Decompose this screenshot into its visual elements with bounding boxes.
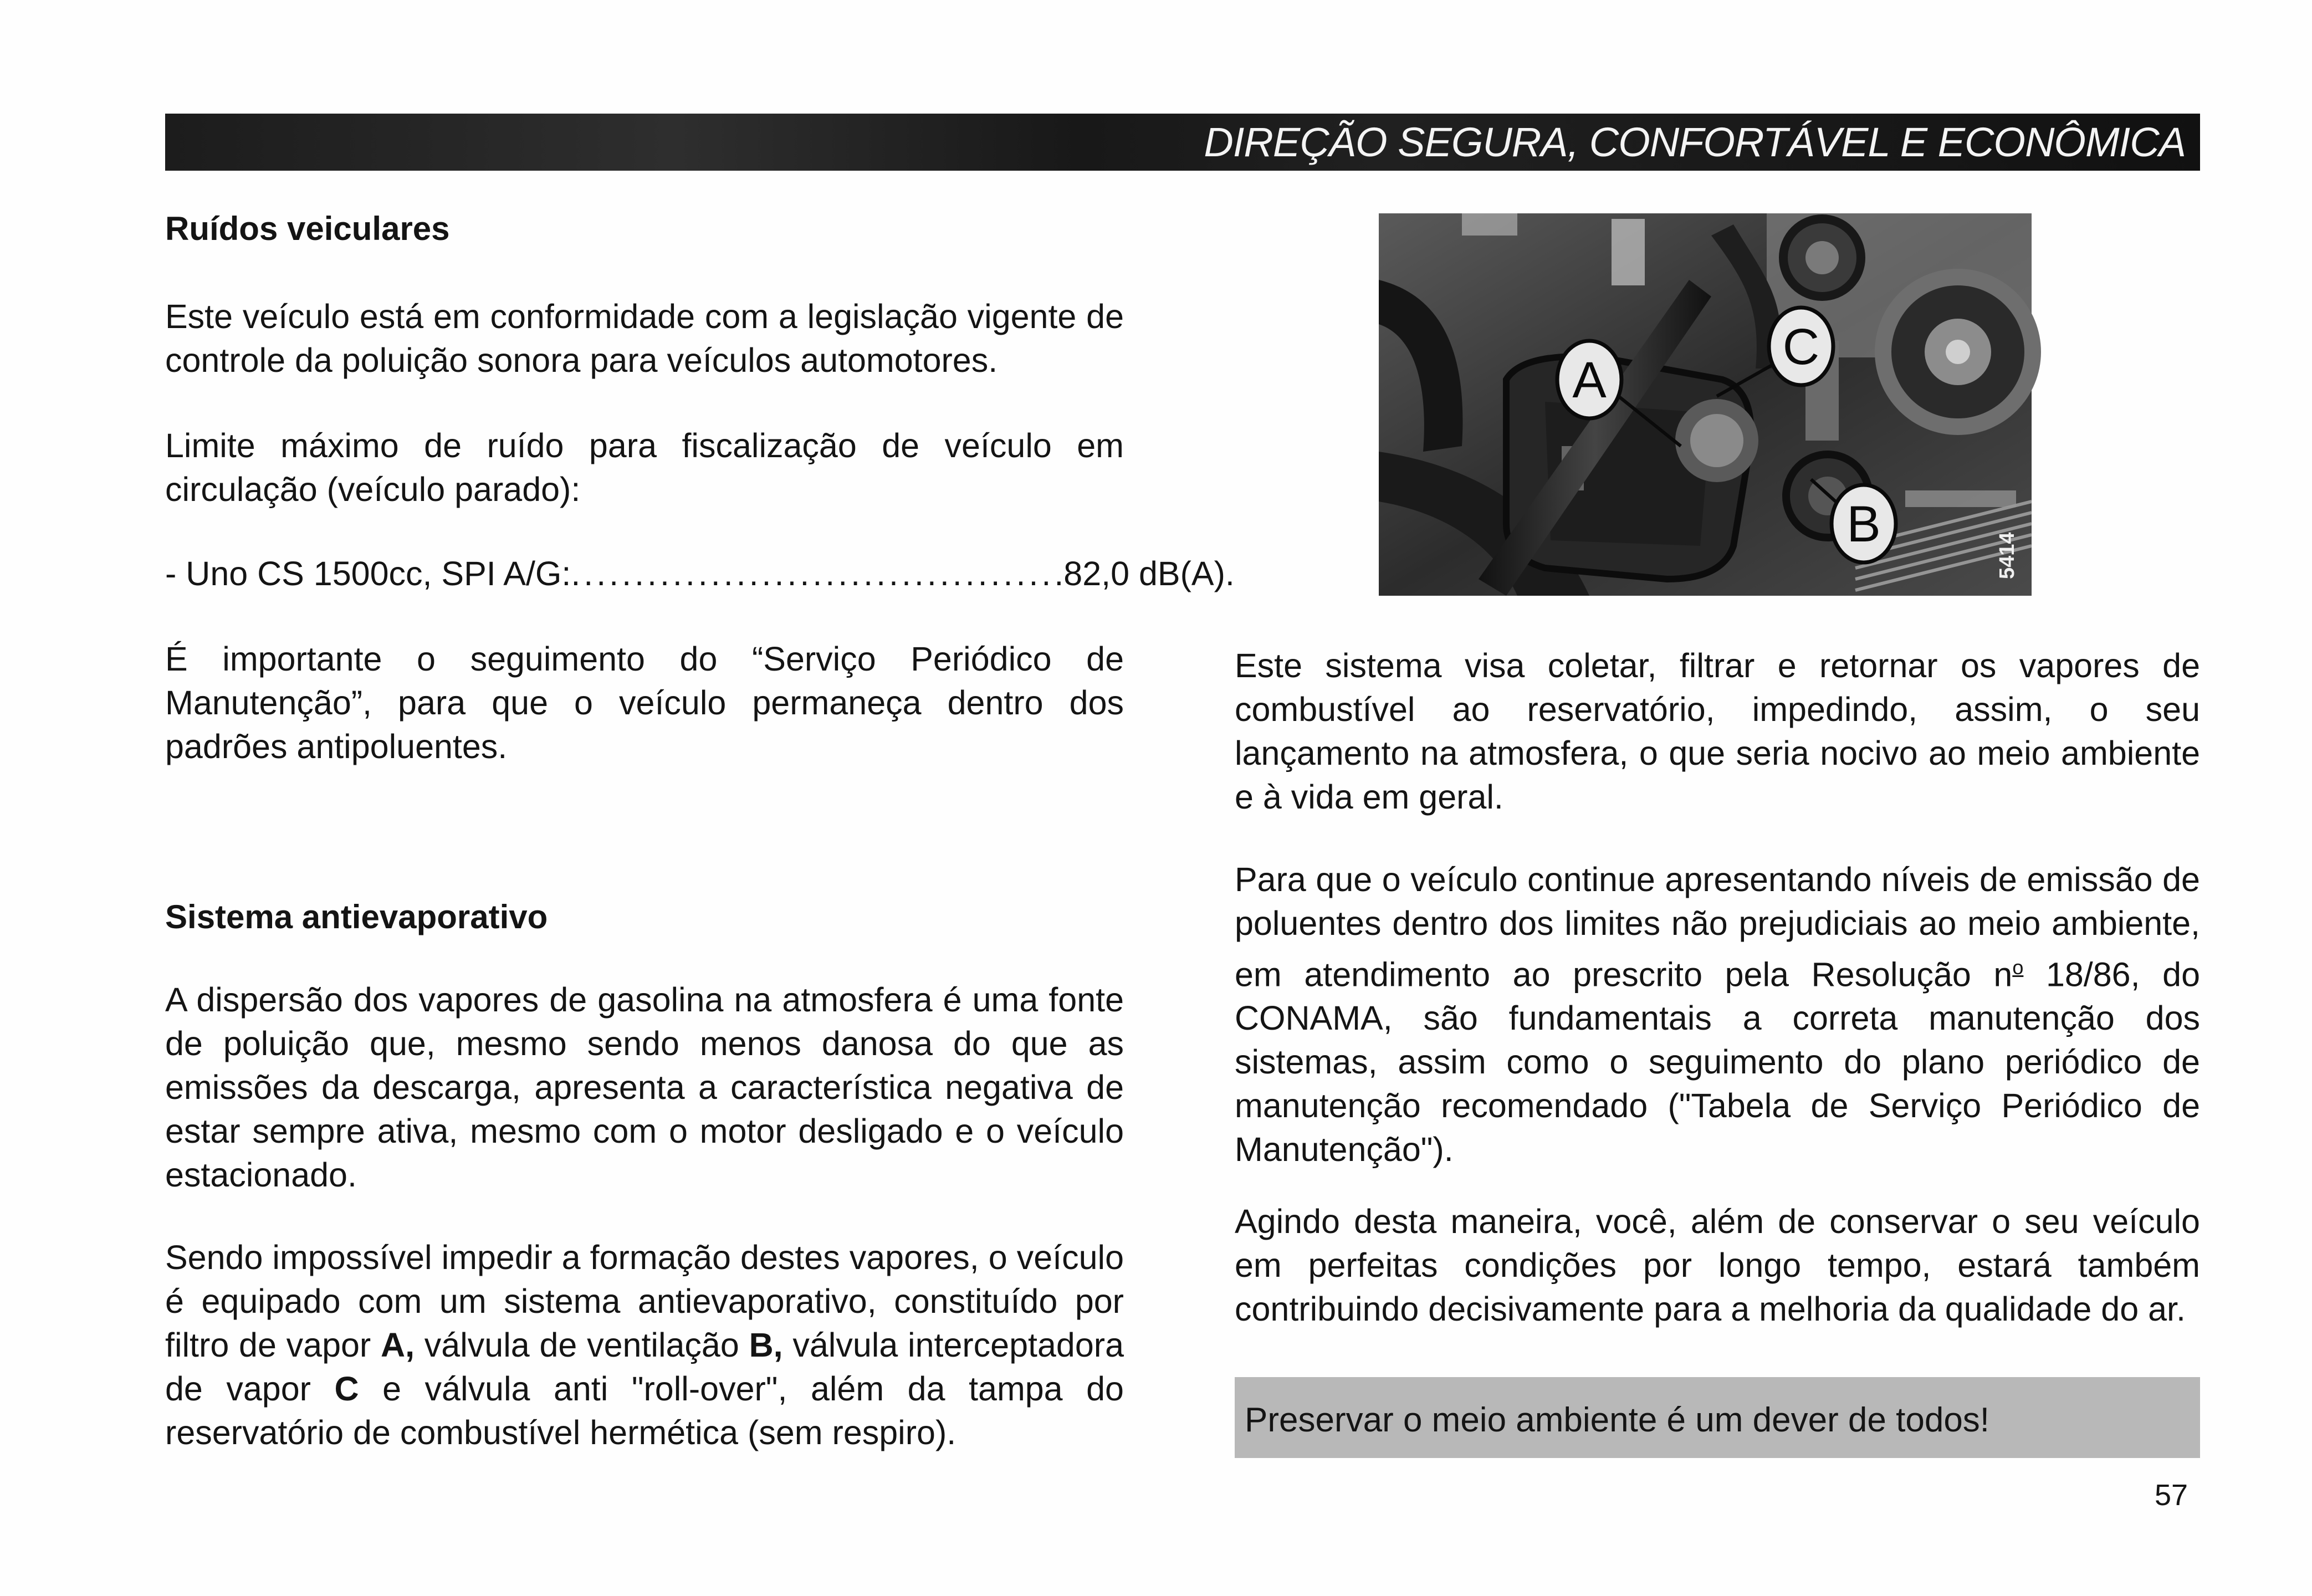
antievap-text-2: válvula de ventilação bbox=[415, 1326, 749, 1364]
paragraph-conservation: Agindo desta maneira, você, além de conservar o seu veículo em perfeitas condições por longo tempo, estará também contribuindo decisivamente para a melhoria da qualidade do ar. bbox=[1235, 1203, 2200, 1328]
noise-spec-line bbox=[165, 551, 1235, 596]
paragraph-emission-levels bbox=[1235, 858, 2200, 1172]
callout-b-marker bbox=[1832, 485, 1896, 562]
engine-photo bbox=[1379, 213, 2032, 596]
spec-leader-dots: ...................................... bbox=[571, 555, 1055, 592]
paragraph-maintenance-note: É importante o seguimento do “Serviço Periódico de Manutenção”, para que o veículo permaneça dentro dos padrões antipoluentes. bbox=[165, 640, 1124, 765]
label-b-bold: B, bbox=[749, 1326, 783, 1364]
section-title: DIREÇÃO SEGURA, CONFORTÁVEL E ECONÔMICA bbox=[1204, 119, 2186, 165]
spec-label: - Uno CS 1500cc, SPI A/G: bbox=[165, 555, 571, 592]
environment-callout-box bbox=[1235, 1377, 2200, 1458]
callout-c-label: C bbox=[1782, 319, 1820, 375]
paragraph-ruido-limit: Limite máximo de ruído para fiscalização de veículo em circulação (veículo parado): bbox=[165, 427, 1124, 508]
callout-a-label: A bbox=[1572, 352, 1607, 408]
engine-photo-illustration bbox=[1379, 213, 2032, 596]
ordinal-indicator: o bbox=[2012, 956, 2024, 979]
callout-b-label: B bbox=[1846, 496, 1881, 553]
photo-code: 5414 bbox=[1996, 532, 2019, 579]
paragraph-antievap-system bbox=[165, 1236, 1124, 1455]
callout-c-marker bbox=[1769, 308, 1833, 385]
page-number: 57 bbox=[2155, 1479, 2188, 1512]
emission-text-2: 18/86, do CONAMA, são fundamentais a correta manutenção dos sistemas, assim como o seguimento do plano periódico de manutenção recomendado ("Tabela de Serviço Periódico de Manutenção"). bbox=[1235, 955, 2201, 1169]
antievap-text-3: válvula interceptadora de vapor bbox=[165, 1326, 1124, 1408]
label-a-bold: A, bbox=[381, 1326, 415, 1364]
environment-callout-text: Preservar o meio ambiente é um dever de todos! bbox=[1245, 1401, 1990, 1439]
emission-text-1: Para que o veículo continue apresentando níveis de emissão de poluentes dentro dos limites não prejudiciais ao meio ambiente, em atendimento ao prescrito pela Resolução n bbox=[1235, 861, 2200, 994]
label-c-bold: C bbox=[334, 1370, 359, 1408]
antievap-text-4: e válvula anti "roll-over", além da tampa do reservatório de combustível hermética (sem respiro). bbox=[165, 1370, 1124, 1451]
heading-ruidos: Ruídos veiculares bbox=[165, 210, 450, 247]
paragraph-system-purpose: Este sistema visa coletar, filtrar e retornar os vapores de combustível ao reservatório, impedindo, assim, o seu lançamento na atmosfera, o que seria nocivo ao meio ambiente e à vida em geral. bbox=[1235, 647, 2200, 816]
callout-a-marker bbox=[1557, 341, 1622, 418]
spec-value: .82,0 dB(A). bbox=[1054, 555, 1235, 592]
section-header-bar bbox=[165, 114, 2200, 171]
paragraph-ruidos-intro: Este veículo está em conformidade com a legislação vigente de controle da poluição sonora para veículos automotores. bbox=[165, 298, 1124, 379]
paragraph-antievap-intro: A dispersão dos vapores de gasolina na atmosfera é uma fonte de poluição que, mesmo sendo menos danosa do que as emissões da descarga, apresenta a característica negativa de estar sempre ativa, mesmo com o motor desligado e o veículo estacionado. bbox=[165, 981, 1124, 1194]
antievap-text-1: Sendo impossível impedir a formação destes vapores, o veículo é equipado com um sistema antievaporativo, constituído por filtro de vapor bbox=[165, 1239, 1124, 1364]
heading-antievaporativo: Sistema antievaporativo bbox=[165, 898, 548, 935]
